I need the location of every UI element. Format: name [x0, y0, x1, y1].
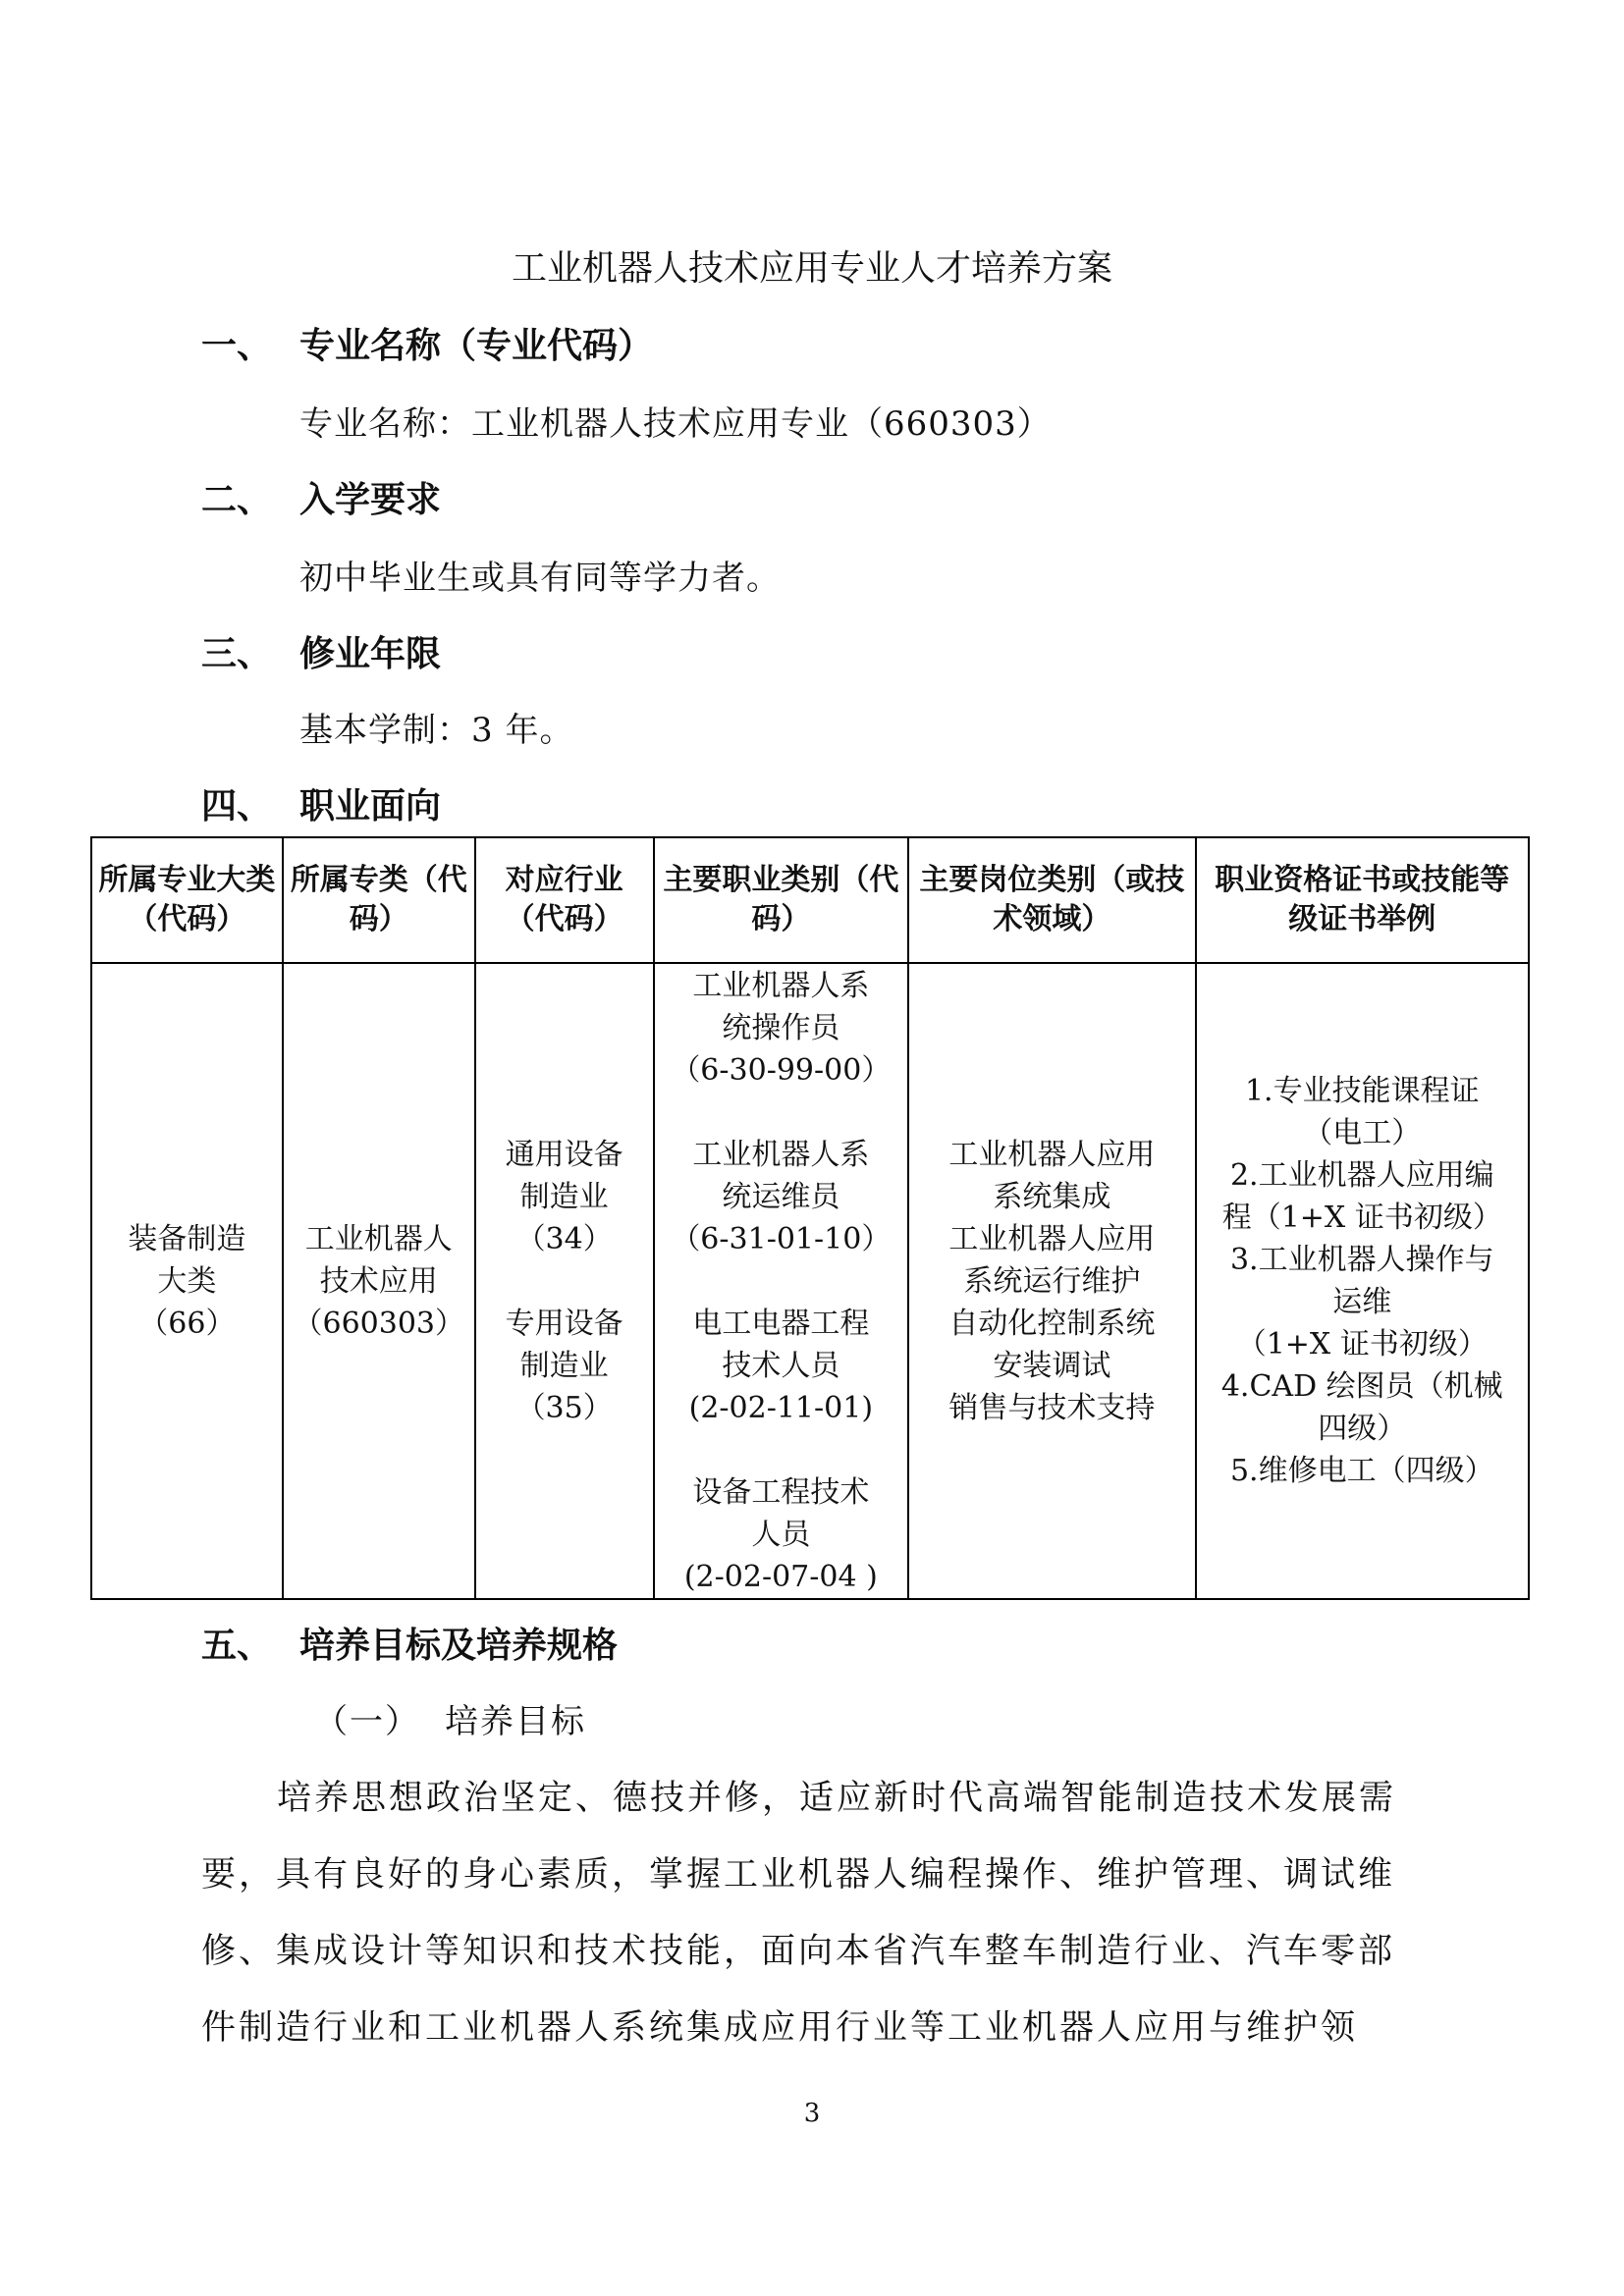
section-heading-3 — [201, 629, 441, 680]
paragraph-line: 修、集成设计等知识和技术技能，面向本省汽车整车制造行业、汽车零部 — [201, 1932, 1396, 1971]
section-title: 入学要求 — [299, 480, 442, 520]
document-title: 工业机器人技术应用专业人才培养方案 — [511, 248, 1112, 289]
section-number: 一、 — [201, 326, 273, 366]
subsection-number: （一） — [314, 1702, 420, 1741]
header-occupation: 主要职业类别（代码） — [654, 837, 909, 963]
cell-position: 工业机器人应用 系统集成 工业机器人应用 系统运行维护 自动化控制系统 安装调试 销售与技术支持 — [908, 963, 1195, 1599]
section-number: 四、 — [201, 786, 273, 827]
major-name-line: 专业名称：工业机器人技术应用专业（660303） — [299, 404, 1052, 444]
section-heading-2 — [201, 475, 441, 526]
cell-industry: 通用设备 制造业 （34） 专用设备 制造业 （35） — [475, 963, 654, 1599]
subsection-heading — [314, 1696, 586, 1747]
cell-subclass: 工业机器人 技术应用 （660303） — [283, 963, 475, 1599]
section-title: 修业年限 — [299, 634, 442, 674]
section-heading-4 — [201, 781, 441, 832]
subsection-title: 培养目标 — [445, 1702, 586, 1741]
paragraph-line: 培养思想政治坚定、德技并修，适应新时代高端智能制造技术发展需 — [277, 1779, 1397, 1818]
paragraph-line: 要，具有良好的身心素质，掌握工业机器人编程操作、维护管理、调试维 — [201, 1855, 1396, 1895]
admission-requirement: 初中毕业生或具有同等学力者。 — [299, 559, 781, 598]
section-title: 专业名称（专业代码） — [299, 326, 654, 366]
header-certificate: 职业资格证书或技能等级证书举例 — [1196, 837, 1529, 963]
cell-category: 装备制造 大类 （66） — [91, 963, 283, 1599]
header-subclass: 所属专类（代码） — [283, 837, 475, 963]
header-position: 主要岗位类别（或技术领域） — [908, 837, 1195, 963]
section-heading-5 — [201, 1621, 618, 1672]
cell-certificate: 1.专业技能课程证 （电工） 2.工业机器人应用编 程（1+X 证书初级） 3.工业机器人操作与 运维 （1+X 证书初级） 4.CAD 绘图员（机械 四级） 5.维修电工（四级） — [1196, 963, 1529, 1599]
table-header-row — [91, 837, 1529, 963]
study-duration: 基本学制：3 年。 — [299, 711, 574, 750]
table-row — [91, 963, 1529, 1599]
section-title: 职业面向 — [299, 786, 442, 827]
section-heading-1 — [201, 321, 653, 372]
section-number: 三、 — [201, 634, 273, 674]
header-industry: 对应行业（代码） — [475, 837, 654, 963]
header-category: 所属专业大类（代码） — [91, 837, 283, 963]
page-number: 3 — [803, 2099, 821, 2128]
cell-occupation: 工业机器人系 统操作员 （6-30-99-00） 工业机器人系 统运维员 （6-31-01-10） 电工电器工程 技术人员 (2-02-11-01) 设备工程技术 人员 (2-02-07-04 ) — [654, 963, 909, 1599]
paragraph-line: 件制造行业和工业机器人系统集成应用行业等工业机器人应用与维护领 — [201, 2008, 1359, 2048]
section-title: 培养目标及培养规格 — [299, 1626, 619, 1666]
career-orientation-table — [90, 836, 1530, 1600]
section-number: 二、 — [201, 480, 273, 520]
section-number: 五、 — [201, 1626, 273, 1666]
